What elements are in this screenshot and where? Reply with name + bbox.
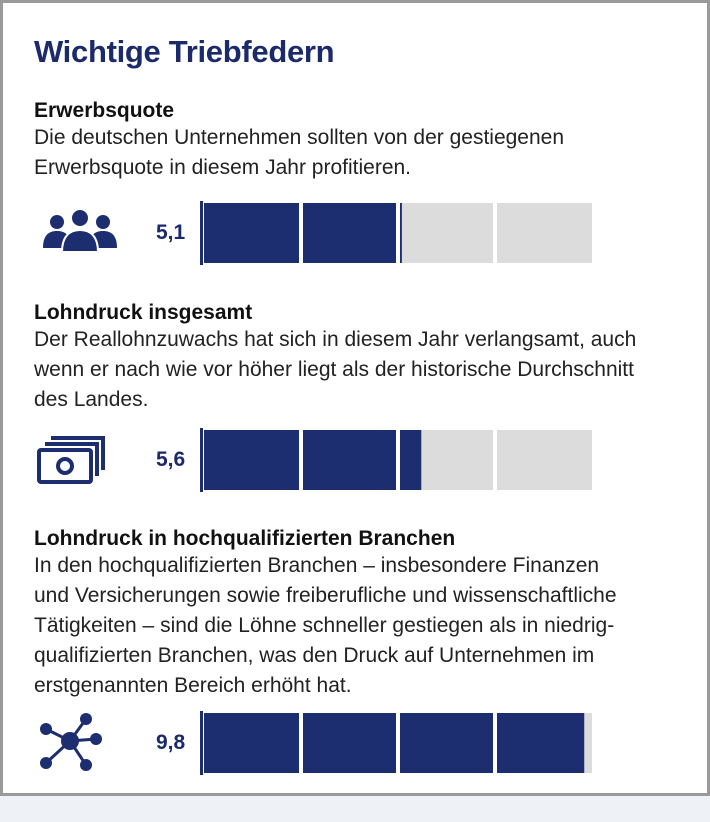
description-line: In den hochqualifizierten Branchen – insbesondere Finanzen	[34, 554, 600, 577]
bar-row-lohndruck-insgesamt	[34, 428, 634, 492]
section-lohndruck-hochqualifiziert	[34, 526, 684, 701]
section-lohndruck-insgesamt	[34, 300, 684, 415]
description-line: des Landes.	[34, 388, 149, 411]
bar-value	[204, 430, 421, 490]
description-line: Erwerbsquote in diesem Jahr profitieren.	[34, 156, 412, 179]
value-label: 9,8	[156, 731, 186, 754]
description-line: qualifizierten Branchen, was den Druck auf Unternehmen im	[34, 644, 595, 667]
value-label: 5,1	[156, 221, 186, 244]
segment-divider	[299, 428, 303, 492]
money-stack-icon	[34, 428, 126, 492]
segment-divider	[299, 711, 303, 775]
segment-divider	[396, 428, 400, 492]
segment-divider	[396, 201, 400, 265]
description-line: erstgenannten Bereich erhöht hat.	[34, 674, 352, 697]
bar-track	[200, 201, 630, 265]
segment-divider	[493, 711, 497, 775]
bar-track	[200, 428, 630, 492]
bar-track	[200, 711, 630, 775]
segment-divider	[493, 201, 497, 265]
section-description	[34, 325, 684, 415]
section-heading: Lohndruck insgesamt	[34, 301, 253, 324]
segment-divider	[493, 428, 497, 492]
bar-value	[204, 713, 584, 773]
bar-row-erwerbsquote	[34, 201, 634, 265]
people-group-icon	[34, 201, 126, 265]
segment-divider	[299, 201, 303, 265]
page-title: Wichtige Triebfedern	[34, 34, 335, 69]
section-description	[34, 123, 684, 183]
description-line: wenn er nach wie vor höher liegt als der historische Durchschnitt	[34, 358, 634, 381]
bottom-strip	[0, 796, 710, 822]
segment-divider	[396, 711, 400, 775]
section-heading: Lohndruck in hochqualifizierten Branchen	[34, 527, 456, 550]
value-label: 5,6	[156, 448, 186, 471]
description-line: Der Reallohnzuwachs hat sich in diesem Jahr verlangsamt, auch	[34, 328, 637, 351]
description-line: und Versicherungen sowie freiberufliche und wissenschaftliche	[34, 584, 617, 607]
section-erwerbsquote	[34, 98, 684, 183]
network-icon	[34, 711, 126, 775]
bar-row-lohndruck-hochqualifiziert	[34, 711, 634, 775]
description-line: Die deutschen Unternehmen sollten von der gestiegenen	[34, 126, 565, 149]
description-line: Tätigkeiten – sind die Löhne schneller gestiegen als in niedrig-	[34, 614, 615, 637]
section-description	[34, 551, 684, 701]
section-heading: Erwerbsquote	[34, 99, 175, 122]
